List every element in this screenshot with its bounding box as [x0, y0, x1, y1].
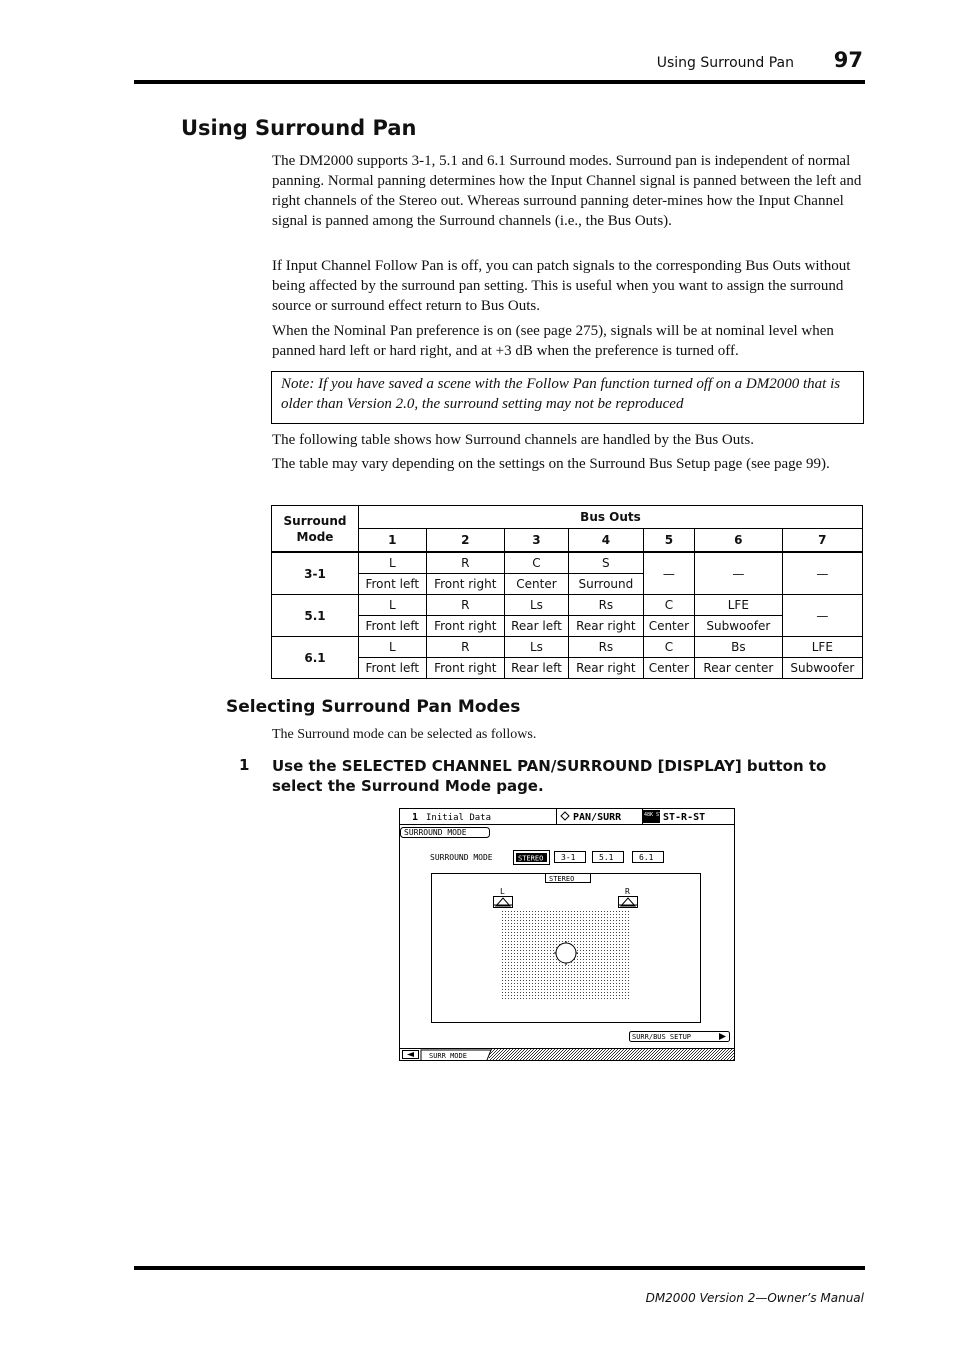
mode-cell: 5.1 [272, 595, 359, 637]
right-speaker-label: R [625, 887, 630, 896]
pan-field-label: STEREO [549, 875, 575, 883]
left-speaker-label: L [500, 887, 505, 896]
mode-cell: 6.1 [272, 637, 359, 679]
channel-code: Ls [504, 637, 568, 658]
surround-mode-header: Surround Mode [272, 506, 359, 553]
channel-code: LFE [782, 637, 862, 658]
channel-name: Front right [426, 574, 504, 595]
tab-scroll-left-button[interactable] [403, 1051, 419, 1059]
channel-code: LFE [694, 595, 782, 616]
function-name: PAN/SURR [573, 812, 622, 823]
scene-name: Initial Data [426, 813, 492, 823]
subsection-intro: The Surround mode can be selected as follows. [272, 727, 537, 742]
table-header-row [272, 506, 863, 529]
channel-code: Bs [694, 637, 782, 658]
channel-code: S [568, 552, 643, 574]
left-speaker-icon [494, 897, 513, 908]
bus-number: 4 [568, 529, 643, 553]
channel-code: C [643, 637, 694, 658]
bus-number: 5 [643, 529, 694, 553]
channel-code: Ls [504, 595, 568, 616]
footer-text: DM2000 Version 2—Owner’s Manual [645, 1291, 864, 1305]
channel-code: Rs [568, 637, 643, 658]
subsection-title: Selecting Surround Pan Modes [226, 697, 521, 717]
channel-code: C [643, 595, 694, 616]
channel-name: Front left [359, 616, 427, 637]
page-title: Using Surround Pan [181, 116, 417, 140]
empty-dash: — [694, 552, 782, 595]
channel-code: C [504, 552, 568, 574]
step-text: Use the SELECTED CHANNEL PAN/SURROUND [DISPLAY] button to select the Surround Mode page. [272, 757, 827, 795]
note-box: Note: If you have saved a scene with the Follow Pan function turned off on a DM2000 that is older than Version 2.0, the surround setting may not be reproduced [271, 371, 864, 424]
channel-name: Rear left [504, 658, 568, 679]
channel-code: R [426, 552, 504, 574]
bus-number: 2 [426, 529, 504, 553]
step-number: 1 [239, 756, 250, 774]
mode-button-3-1[interactable] [555, 852, 586, 863]
setup-button-label: SURR/BUS SETUP [632, 1033, 692, 1041]
running-header [134, 48, 865, 78]
empty-dash: — [643, 552, 694, 595]
mode-button-label: 5.1 [599, 853, 614, 862]
mode-button-6-1[interactable] [633, 852, 664, 863]
channel-name: Surround [568, 574, 643, 595]
footer-rule [134, 1266, 865, 1270]
paragraph-2: If Input Channel Follow Pan is off, you can patch signals to the corresponding Bus Outs without being affected by the surround pan setting. This is useful when you want to assign the surround source or surround effect return to Bus Outs. [272, 258, 851, 314]
bus-number: 6 [694, 529, 782, 553]
mode-button-5-1[interactable] [593, 852, 624, 863]
channel-name: Subwoofer [782, 658, 862, 679]
channel-name: Rear center [694, 658, 782, 679]
channel-name: Rear right [568, 658, 643, 679]
bus-number: 3 [504, 529, 568, 553]
channel-name: Rear right [568, 616, 643, 637]
header-rule [134, 80, 865, 84]
channel-code: Rs [568, 595, 643, 616]
page-number: 97 [833, 48, 863, 72]
channel-name: Front left [359, 658, 427, 679]
channel-name: Front right [426, 658, 504, 679]
channel-code: R [426, 637, 504, 658]
paragraph-3: When the Nominal Pan preference is on (see page 275), signals will be at nominal level when panned hard left or hard right, and at +3 dB when the preference is turned off. [272, 323, 834, 359]
channel-name: ST-R-ST [663, 812, 706, 823]
empty-dash: — [782, 552, 862, 595]
channel-code: L [359, 552, 427, 574]
bus-number: 7 [782, 529, 862, 553]
surround-mode-screen [399, 808, 735, 1061]
table-row [272, 658, 863, 679]
bus-number: 1 [359, 529, 427, 553]
paragraph-1: The DM2000 supports 3-1, 5.1 and 6.1 Surround modes. Surround pan is independent of normal panning. Normal panning determines how the Input Channel signal is panned between the left and right channels of the Stereo out. Whereas surround panning deter-mines how the Input Channel signal is panned among the Surround channels (i.e., the Bus Outs). [272, 153, 862, 229]
header-section-title: Using Surround Pan [656, 55, 794, 71]
mode-button-stereo[interactable] [514, 851, 550, 865]
mode-button-label: STEREO [518, 854, 544, 863]
page-label: SURROUND MODE [404, 828, 467, 837]
table-row [272, 595, 863, 616]
mode-button-label: 3-1 [561, 853, 576, 862]
channel-name: Subwoofer [694, 616, 782, 637]
paragraph-table-caveat: The table may vary depending on the settings on the Surround Bus Setup page (see page 99). [272, 456, 830, 472]
channel-code: R [426, 595, 504, 616]
surround-table [271, 505, 863, 679]
paragraph-table-intro: The following table shows how Surround channels are handled by the Bus Outs. [272, 432, 754, 448]
channel-name: Rear left [504, 616, 568, 637]
table-row [272, 552, 863, 574]
channel-name: Center [643, 658, 694, 679]
table-row [272, 637, 863, 658]
right-speaker-icon [619, 897, 638, 908]
table-row [272, 616, 863, 637]
scene-number: 1 [412, 812, 419, 823]
bus-outs-header: Bus Outs [359, 506, 863, 529]
channel-name: Center [643, 616, 694, 637]
channel-code: L [359, 595, 427, 616]
surr-bus-setup-button[interactable] [630, 1032, 730, 1042]
bus-number-row [272, 529, 863, 553]
tab-surr-mode[interactable] [421, 1050, 491, 1060]
empty-dash: — [782, 595, 862, 637]
channel-name: Front left [359, 574, 427, 595]
mode-button-label: 6.1 [639, 853, 654, 862]
channel-name: Front right [426, 616, 504, 637]
tab-label: SURR MODE [429, 1052, 467, 1060]
channel-code: L [359, 637, 427, 658]
mode-cell: 3-1 [272, 552, 359, 595]
surround-mode-label: SURROUND MODE [430, 853, 493, 862]
mode-badge: 48K ST [644, 812, 663, 818]
channel-name: Center [504, 574, 568, 595]
